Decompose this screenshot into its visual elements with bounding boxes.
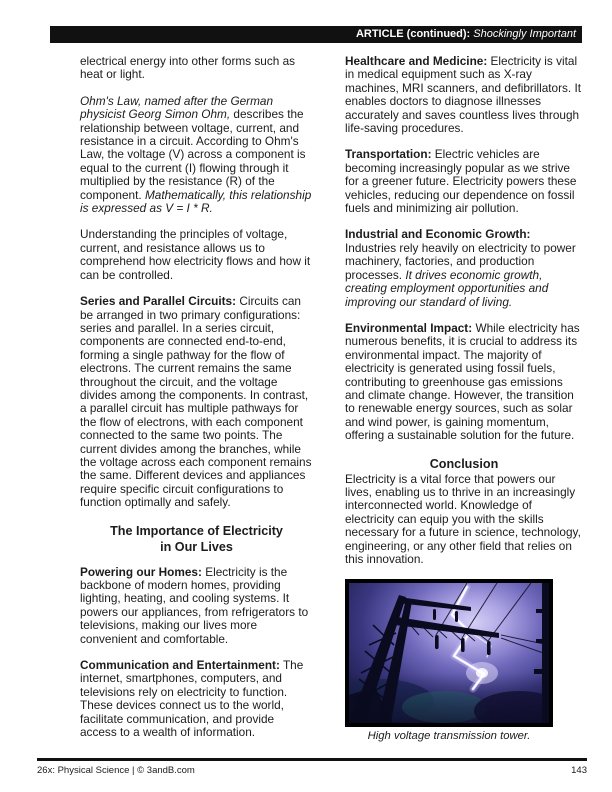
paragraph-label: Transportation: <box>345 147 432 162</box>
paragraph-transportation <box>345 148 583 215</box>
paragraph-text: Ohm's Law, named after the German physicist Georg Simon Ohm, <box>80 93 274 122</box>
paragraph-label: Industrial and Economic Growth: <box>345 227 531 242</box>
article-header-subtitle: Shockingly Important <box>473 28 576 40</box>
paragraph-ohms-law <box>80 95 313 216</box>
paragraph-text: Circuits can be arranged in two primary configurations: series and parallel. In a series circuit, components are connected end-to-end, forming a single pathway for the flow of electrons. The current remains the same throughout the circuit, and the voltage divides among the components. In contrast, a parallel circuit has multiple pathways for the flow of electrons, with each component connected to the same two points. The current divides among the branches, while the voltage across each component remains the same. Different devices and appliances require specific circuit configurations to function optimally and safely. <box>80 294 312 510</box>
section-heading-conclusion <box>345 456 583 472</box>
paragraph-text: Electricity is a vital force that powers our lives, enabling us to thrive in an increasingly interconnected world. Knowledge of electricity can equip you with the skills necessary for a future in science, technology, engineering, or any other field that relies on this innovation. <box>345 471 581 566</box>
paragraph-text: Electric vehicles are becoming increasingly popular as we strive for a greener future. Electricity powers these vehicles, reducing our dependence on fossil fuels and minimizing air pollution. <box>345 147 577 216</box>
page-number: 143 <box>571 765 587 776</box>
paragraph-text: The internet, smartphones, computers, and televisions rely on electricity to function. These devices connect us to the world, facilitate communication, and provide access to a wealth of information. <box>80 658 304 740</box>
paragraph-text: Industries rely heavily on electricity to power machinery, factories, and production processes. <box>345 240 576 282</box>
transmission-tower-illustration <box>349 583 549 723</box>
footer-source-text: 26x: Physical Science | © 3andB.com <box>37 765 195 776</box>
paragraph-text: Mathematically, this relationship is expressed as V = I * R. <box>80 187 312 216</box>
paragraph-healthcare <box>345 55 583 135</box>
paragraph-series-parallel <box>80 295 313 510</box>
heading-line: Conclusion <box>429 456 499 471</box>
paragraph-continuation <box>80 55 313 82</box>
paragraph-industrial-growth <box>345 228 583 308</box>
paragraph-text: electrical energy into other forms such as heat or light. <box>80 54 296 82</box>
figure-transmission-tower <box>345 579 553 743</box>
paragraph-powering-homes <box>80 566 313 646</box>
right-column <box>345 55 583 743</box>
paragraph-text: Electricity is the backbone of modern homes, providing lighting, heating, and cooling systems. It powers our appliances, from refrigerators to televisions, making our lives more convenient and comfortable. <box>80 564 309 646</box>
paragraph-environmental-impact <box>345 322 583 443</box>
heading-line: The Importance of Electricity <box>110 523 283 538</box>
paragraph-communication <box>80 659 313 739</box>
paragraph-text: It drives economic growth, creating employment opportunities and improving our standard of living. <box>345 267 549 309</box>
paragraph-text: Understanding the principles of voltage, current, and resistance allows us to comprehend how electricity flows and how it can be controlled. <box>80 227 311 282</box>
footer <box>37 765 587 777</box>
paragraph-label: Powering our Homes: <box>80 564 202 579</box>
paragraph-label: Healthcare and Medicine: <box>345 54 488 68</box>
footer-rule <box>37 758 587 761</box>
transmission-tower-photo <box>345 579 553 727</box>
figure-caption: High voltage transmission tower. <box>367 730 531 743</box>
article-header-label: ARTICLE (continued): <box>355 28 471 40</box>
section-heading-importance <box>80 523 313 555</box>
article-header-bar <box>50 26 582 43</box>
paragraph-label: Series and Parallel Circuits: <box>80 294 237 309</box>
paragraph-text: describes the relationship between voltage, current, and resistance in a circuit. According to Ohm's Law, the voltage (V) across a component is equal to the current (I) flowing through it multiplied by the resistance (R) of the component. <box>80 107 306 202</box>
paragraph-understanding <box>80 228 313 282</box>
left-column <box>80 55 313 752</box>
heading-line: in Our Lives <box>160 539 233 554</box>
paragraph-conclusion <box>345 473 583 567</box>
paragraph-label: Communication and Entertainment: <box>80 658 280 673</box>
paragraph-text: Electricity is vital in medical equipment such as X-ray machines, MRI scanners, and defibrillators. It enables doctors to diagnose illnesses accurately and saves countless lives through life-saving procedures. <box>345 54 582 136</box>
paragraph-label: Environmental Impact: <box>345 320 473 335</box>
paragraph-text: While electricity has numerous benefits, it is crucial to address its environmental impact. The majority of electricity is generated using fossil fuels, contributing to greenhouse gas emissions and climate change. However, the transition to renewable energy sources, such as solar and wind power, is gaining momentum, offering a sustainable solution for the future. <box>345 320 580 443</box>
